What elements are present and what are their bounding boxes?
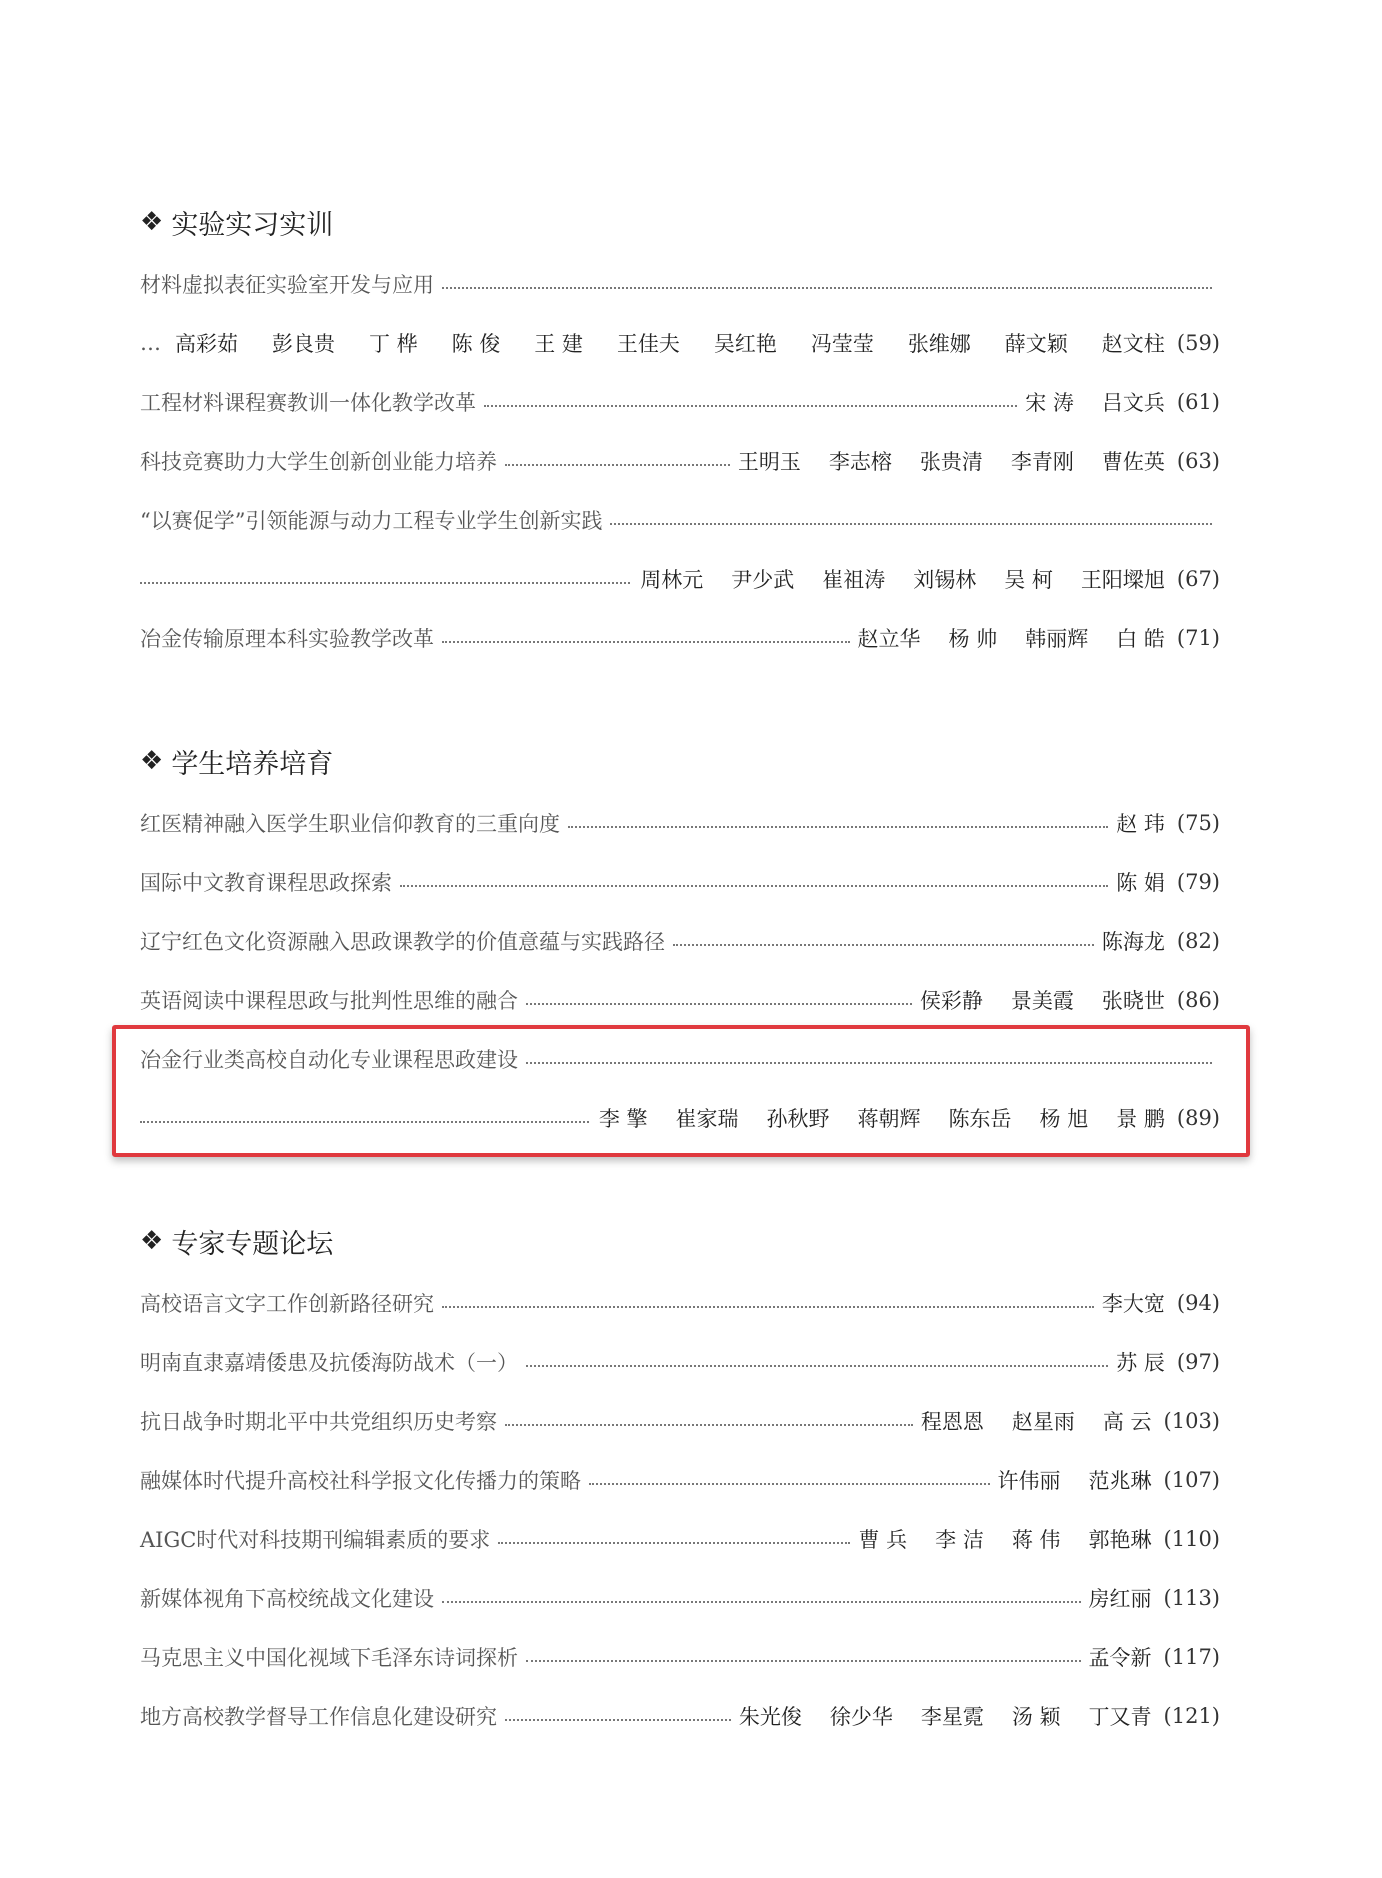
author-name: 韩丽辉 bbox=[1025, 626, 1089, 651]
dot-leader bbox=[442, 287, 1212, 289]
toc-entry-line[interactable] bbox=[140, 313, 1220, 372]
section-heading bbox=[140, 200, 1220, 244]
author-name: 丁又青 bbox=[1088, 1704, 1152, 1729]
page-number: (94) bbox=[1176, 1290, 1220, 1315]
author-name: 汤 颖 bbox=[1011, 1704, 1061, 1729]
page-number: (107) bbox=[1163, 1467, 1220, 1492]
entry-title[interactable]: 冶金行业类高校自动化专业课程思政建设 bbox=[140, 1047, 518, 1072]
dot-leader bbox=[400, 885, 1108, 887]
section-heading bbox=[140, 1219, 1220, 1263]
author-name: 李志榕 bbox=[828, 449, 892, 474]
entry-title[interactable]: 辽宁红色文化资源融入思政课教学的价值意蕴与实践路径 bbox=[140, 929, 665, 954]
highlight-box bbox=[112, 1025, 1250, 1157]
section-heading-text: 实验实习实训 bbox=[171, 209, 334, 241]
author-name: 王佳夫 bbox=[616, 331, 680, 356]
diamond-cluster-icon: ❖ bbox=[140, 1226, 164, 1256]
author-list bbox=[1102, 1288, 1165, 1318]
author-list bbox=[921, 1406, 1152, 1436]
author-list bbox=[640, 564, 1165, 594]
page-number: (63) bbox=[1176, 448, 1220, 473]
entry-title[interactable]: AIGC时代对科技期刊编辑素质的要求 bbox=[140, 1527, 491, 1552]
toc-entry[interactable] bbox=[140, 1450, 1220, 1509]
author-name: 程恩恩 bbox=[920, 1409, 984, 1434]
author-list bbox=[858, 1524, 1151, 1554]
author-name: 孟令新 bbox=[1088, 1645, 1152, 1670]
section-heading-text: 专家专题论坛 bbox=[171, 1228, 334, 1260]
author-list bbox=[739, 1701, 1152, 1731]
page-number: (61) bbox=[1176, 389, 1220, 414]
toc-entry[interactable] bbox=[140, 852, 1220, 911]
author-list bbox=[1089, 1642, 1152, 1672]
toc-entry[interactable] bbox=[140, 1627, 1220, 1686]
dot-leader bbox=[673, 944, 1094, 946]
author-name: 刘锡林 bbox=[913, 567, 977, 592]
author-name: 蒋朝辉 bbox=[857, 1106, 921, 1131]
author-name: 侯彩静 bbox=[919, 988, 983, 1013]
author-list bbox=[1116, 867, 1165, 897]
author-list bbox=[998, 1465, 1152, 1495]
page-number: (67) bbox=[1176, 566, 1220, 591]
toc-entry[interactable] bbox=[140, 1391, 1220, 1450]
section-heading-text: 学生培养培育 bbox=[171, 748, 334, 780]
dot-leader bbox=[498, 1542, 850, 1544]
author-name: 苏 辰 bbox=[1116, 1350, 1165, 1375]
table-of-contents bbox=[140, 200, 1220, 1745]
author-list bbox=[1089, 1583, 1152, 1613]
toc-entry[interactable] bbox=[140, 372, 1220, 431]
page-number: (110) bbox=[1163, 1526, 1220, 1551]
entry-title[interactable]: “以赛促学”引领能源与动力工程专业学生创新实践 bbox=[140, 508, 603, 533]
dot-leader bbox=[442, 641, 850, 643]
page-number: (86) bbox=[1176, 987, 1220, 1012]
page-number: (82) bbox=[1176, 928, 1220, 953]
author-name: 张维娜 bbox=[907, 331, 971, 356]
dot-leader bbox=[526, 1003, 912, 1005]
dot-leader bbox=[140, 582, 630, 584]
author-name: 曹 兵 bbox=[858, 1527, 908, 1552]
author-name: 崔祖涛 bbox=[822, 567, 886, 592]
author-name: 尹少武 bbox=[731, 567, 795, 592]
dot-leader bbox=[442, 1601, 1081, 1603]
author-name: 白 皓 bbox=[1116, 626, 1165, 651]
author-name: 李 洁 bbox=[935, 1527, 984, 1552]
author-list bbox=[920, 985, 1165, 1015]
entry-title[interactable]: 红医精神融入医学生职业信仰教育的三重向度 bbox=[140, 811, 560, 836]
page-number: (97) bbox=[1176, 1349, 1220, 1374]
author-name: 景 鹏 bbox=[1116, 1106, 1165, 1131]
toc-section bbox=[140, 1219, 1220, 1745]
author-list bbox=[738, 446, 1165, 476]
author-name: 张晓世 bbox=[1101, 988, 1165, 1013]
author-name: 赵立华 bbox=[857, 626, 921, 651]
author-name: 张贵清 bbox=[919, 449, 983, 474]
author-name: 范兆琳 bbox=[1088, 1468, 1152, 1493]
author-name: 朱光俊 bbox=[738, 1704, 802, 1729]
continuation-mark: … bbox=[140, 330, 161, 355]
dot-leader bbox=[526, 1660, 1081, 1662]
author-list bbox=[175, 328, 1165, 358]
entry-title[interactable]: 地方高校教学督导工作信息化建设研究 bbox=[140, 1704, 497, 1729]
toc-entry[interactable] bbox=[140, 1568, 1220, 1627]
author-name: 周林元 bbox=[640, 567, 704, 592]
toc-entry[interactable] bbox=[140, 608, 1220, 667]
page-number: (79) bbox=[1176, 869, 1220, 894]
dot-leader bbox=[568, 826, 1108, 828]
page-number: (71) bbox=[1176, 625, 1220, 650]
page-number: (103) bbox=[1163, 1408, 1220, 1433]
entry-title[interactable]: 抗日战争时期北平中共党组织历史考察 bbox=[140, 1409, 497, 1434]
section-heading bbox=[140, 739, 1220, 783]
entry-title[interactable]: 融媒体时代提升高校社科学报文化传播力的策略 bbox=[140, 1468, 581, 1493]
page-number: (113) bbox=[1163, 1585, 1220, 1610]
entry-title[interactable]: 科技竞赛助力大学生创新创业能力培养 bbox=[140, 449, 497, 474]
author-name: 王 建 bbox=[534, 331, 583, 356]
author-name: 许伟丽 bbox=[997, 1468, 1061, 1493]
toc-entry[interactable] bbox=[140, 970, 1220, 1029]
toc-entry[interactable] bbox=[140, 911, 1220, 970]
toc-entry[interactable] bbox=[140, 431, 1220, 490]
entry-title[interactable]: 明南直隶嘉靖倭患及抗倭海防战术（一） bbox=[140, 1350, 518, 1375]
author-name: 曹佐英 bbox=[1101, 449, 1165, 474]
entry-title[interactable]: 冶金传输原理本科实验教学改革 bbox=[140, 626, 434, 651]
author-name: 房红丽 bbox=[1088, 1586, 1152, 1611]
author-list bbox=[1102, 926, 1165, 956]
author-name: 彭良贵 bbox=[271, 331, 335, 356]
author-list bbox=[858, 623, 1165, 653]
entry-title[interactable]: 工程材料课程赛教训一体化教学改革 bbox=[140, 390, 476, 415]
author-name: 郭艳琳 bbox=[1088, 1527, 1152, 1552]
entry-title[interactable]: 英语阅读中课程思政与批判性思维的融合 bbox=[140, 988, 518, 1013]
author-name: 高 云 bbox=[1102, 1409, 1152, 1434]
author-name: 吴 柯 bbox=[1004, 567, 1053, 592]
author-name: 崔家瑞 bbox=[675, 1106, 739, 1131]
toc-entry-line[interactable] bbox=[140, 254, 1220, 313]
author-list bbox=[1025, 387, 1165, 417]
author-name: 赵文柱 bbox=[1101, 331, 1165, 356]
page-number: (89) bbox=[1176, 1105, 1220, 1130]
toc-entry[interactable] bbox=[140, 1332, 1220, 1391]
toc-entry[interactable] bbox=[140, 1273, 1220, 1332]
dot-leader bbox=[484, 405, 1017, 407]
author-list bbox=[1116, 1347, 1165, 1377]
author-name: 王阳墚旭 bbox=[1080, 567, 1165, 592]
author-name: 冯莹莹 bbox=[810, 331, 874, 356]
toc-entry-line[interactable] bbox=[140, 549, 1220, 608]
page-number: (75) bbox=[1176, 810, 1220, 835]
author-name: 李青刚 bbox=[1010, 449, 1074, 474]
author-name: 陈 俊 bbox=[451, 331, 501, 356]
toc-entry-line[interactable] bbox=[140, 490, 1220, 549]
page-number: (121) bbox=[1163, 1703, 1220, 1728]
page-number: (117) bbox=[1163, 1644, 1220, 1669]
entry-title[interactable]: 新媒体视角下高校统战文化建设 bbox=[140, 1586, 434, 1611]
toc-entry[interactable] bbox=[140, 793, 1220, 852]
entry-title[interactable]: 高校语言文字工作创新路径研究 bbox=[140, 1291, 434, 1316]
author-name: 杨 旭 bbox=[1039, 1106, 1089, 1131]
dot-leader bbox=[505, 1719, 731, 1721]
author-name: 景美霞 bbox=[1010, 988, 1074, 1013]
author-name: 杨 帅 bbox=[948, 626, 998, 651]
author-name: 丁 桦 bbox=[368, 331, 418, 356]
author-name: 薛文颖 bbox=[1004, 331, 1068, 356]
dot-leader bbox=[505, 464, 730, 466]
author-name: 吕文兵 bbox=[1101, 390, 1165, 415]
author-name: 李 擎 bbox=[598, 1106, 648, 1131]
author-name: 陈海龙 bbox=[1101, 929, 1165, 954]
author-name: 陈 娟 bbox=[1116, 870, 1165, 895]
entry-title[interactable]: 材料虚拟表征实验室开发与应用 bbox=[140, 272, 434, 297]
dot-leader bbox=[526, 1365, 1108, 1367]
author-name: 陈东岳 bbox=[948, 1106, 1012, 1131]
entry-title[interactable]: 马克思主义中国化视域下毛泽东诗词探析 bbox=[140, 1645, 518, 1670]
dot-leader bbox=[610, 523, 1212, 525]
toc-entry[interactable] bbox=[140, 1509, 1220, 1568]
entry-title[interactable]: 国际中文教育课程思政探索 bbox=[140, 870, 392, 895]
dot-leader bbox=[442, 1306, 1094, 1308]
diamond-cluster-icon: ❖ bbox=[140, 207, 164, 237]
author-name: 蒋 伟 bbox=[1011, 1527, 1061, 1552]
dot-leader bbox=[505, 1424, 913, 1426]
diamond-cluster-icon: ❖ bbox=[140, 746, 164, 776]
page-number: (59) bbox=[1176, 330, 1220, 355]
author-name: 李星霓 bbox=[920, 1704, 984, 1729]
toc-section bbox=[140, 200, 1220, 667]
author-name: 李大宽 bbox=[1101, 1291, 1165, 1316]
author-name: 吴红艳 bbox=[713, 331, 777, 356]
dot-leader bbox=[589, 1483, 990, 1485]
author-name: 徐少华 bbox=[829, 1704, 893, 1729]
author-name: 赵 玮 bbox=[1116, 811, 1165, 836]
author-name: 孙秋野 bbox=[766, 1106, 830, 1131]
author-name: 赵星雨 bbox=[1011, 1409, 1075, 1434]
author-name: 宋 涛 bbox=[1025, 390, 1074, 415]
author-name: 王明玉 bbox=[737, 449, 801, 474]
toc-entry[interactable] bbox=[140, 1686, 1220, 1745]
author-list bbox=[1116, 808, 1165, 838]
author-name: 高彩茹 bbox=[175, 331, 238, 356]
